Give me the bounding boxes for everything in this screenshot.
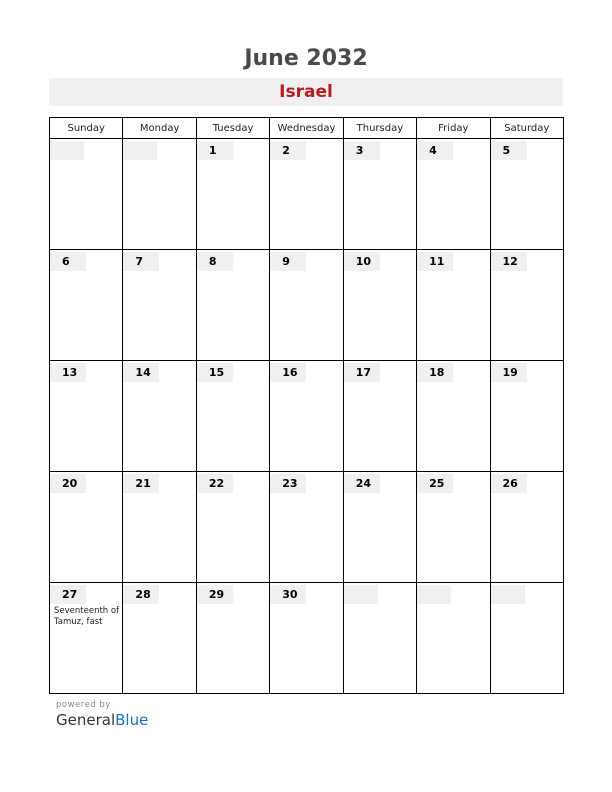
day-cell [490,472,563,583]
day-cell [417,250,490,361]
day-cell [490,139,563,250]
day-number: 1 [197,141,233,160]
day-number [50,141,84,160]
day-cell [270,472,343,583]
weekday-header-row [50,118,564,139]
day-number [123,141,157,160]
day-number: 9 [270,252,306,271]
day-cell [196,361,269,472]
day-cell [343,472,416,583]
day-cell [343,250,416,361]
holiday-label: Seventeenth of Tamuz, fast [54,606,120,627]
week-row [50,250,564,361]
day-cell [196,139,269,250]
day-cell [196,472,269,583]
day-number: 21 [123,474,159,493]
day-number [417,585,451,604]
day-cell [417,583,490,694]
day-number: 13 [50,363,86,382]
day-cell [50,583,123,694]
day-cell [50,250,123,361]
day-cell [343,361,416,472]
day-cell [196,250,269,361]
weekday-thursday: Thursday [343,118,416,139]
day-cell [343,583,416,694]
calendar-table [49,117,564,694]
day-cell [123,583,196,694]
weekday-wednesday: Wednesday [270,118,343,139]
brand-logo[interactable] [56,711,148,729]
brand-general: General [56,711,116,729]
day-cell [490,361,563,472]
day-cell [123,472,196,583]
day-cell [343,139,416,250]
day-number [491,585,525,604]
day-number: 25 [417,474,453,493]
country-band [49,78,563,106]
day-cell [490,250,563,361]
footer [56,700,148,729]
week-row [50,139,564,250]
day-number: 14 [123,363,159,382]
day-cell [417,361,490,472]
day-number: 2 [270,141,306,160]
day-number: 7 [123,252,159,271]
day-number: 26 [491,474,527,493]
day-number: 15 [197,363,233,382]
day-number: 3 [344,141,380,160]
calendar-grid [49,117,564,697]
day-cell [50,361,123,472]
week-row [50,472,564,583]
day-number: 11 [417,252,453,271]
day-cell [417,472,490,583]
week-row [50,583,564,694]
day-cell [490,583,563,694]
powered-by-text: powered by [56,700,111,710]
day-cell [50,139,123,250]
brand-blue: Blue [115,711,149,729]
day-cell [270,361,343,472]
day-number: 23 [270,474,306,493]
day-number: 5 [491,141,527,160]
day-number: 6 [50,252,86,271]
weekday-sunday: Sunday [50,118,123,139]
calendar-body [50,139,564,694]
day-cell [270,139,343,250]
day-number: 12 [491,252,527,271]
day-cell [270,583,343,694]
day-cell [270,250,343,361]
day-number [344,585,378,604]
day-cell [123,361,196,472]
weekday-monday: Monday [123,118,196,139]
day-number: 4 [417,141,453,160]
day-cell [123,250,196,361]
day-number: 16 [270,363,306,382]
day-number: 27 [50,585,86,604]
day-number: 17 [344,363,380,382]
weekday-saturday: Saturday [490,118,563,139]
day-number: 29 [197,585,233,604]
day-cell [123,139,196,250]
day-number: 22 [197,474,233,493]
weekday-tuesday: Tuesday [196,118,269,139]
calendar-title: June 2032 [244,46,368,71]
day-cell [417,139,490,250]
week-row [50,361,564,472]
day-number: 18 [417,363,453,382]
day-cell [50,472,123,583]
day-number: 20 [50,474,86,493]
day-number: 10 [344,252,380,271]
country-name: Israel [279,82,333,102]
day-cell [196,583,269,694]
weekday-friday: Friday [417,118,490,139]
day-number: 24 [344,474,380,493]
day-number: 28 [123,585,159,604]
day-number: 19 [491,363,527,382]
day-number: 8 [197,252,233,271]
day-number: 30 [270,585,306,604]
